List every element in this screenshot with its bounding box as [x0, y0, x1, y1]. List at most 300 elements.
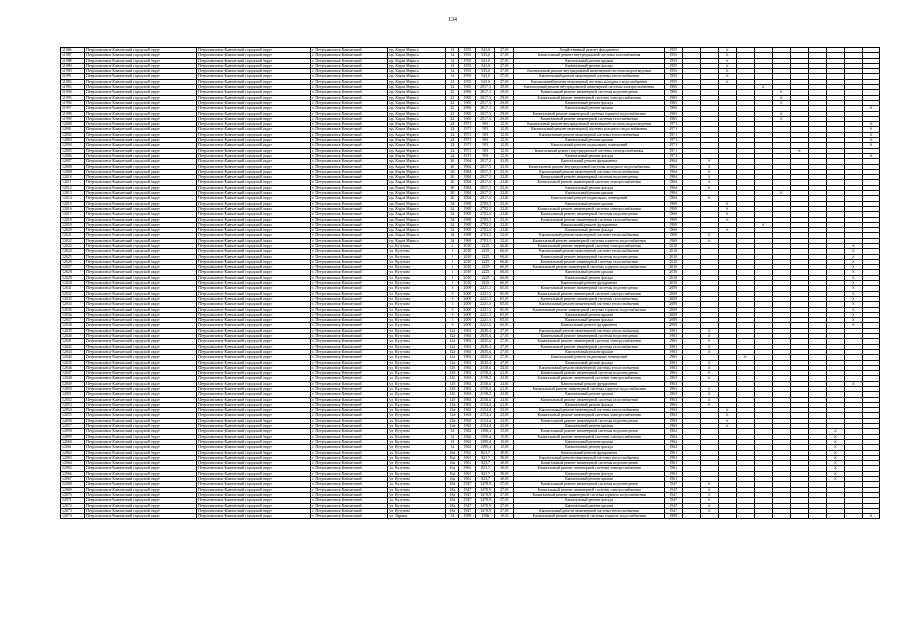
settlement-cell: г. Петропавловск-Камчатский — [311, 445, 388, 450]
year-cell: 1964 — [459, 191, 476, 196]
year-cell: 1971 — [459, 138, 476, 143]
area-cell: 543,0 — [476, 53, 495, 58]
row-id-cell: 12029 — [61, 275, 85, 280]
period-empty-cell — [754, 514, 772, 519]
period-mark-cell: X — [826, 461, 844, 466]
row-id-cell: 11987 — [61, 53, 85, 58]
street-cell: пр. Карла Маркса — [388, 143, 446, 148]
work-type-cell: Капитальный ремонт инженерной системы теплоснабжения — [514, 74, 664, 79]
municipality-cell: Петропавловск-Камчатский городской округ — [85, 424, 197, 429]
municipality-cell: Петропавловск-Камчатский городской округ — [85, 387, 197, 392]
municipality-cell: Петропавловск-Камчатский городской округ — [85, 132, 197, 137]
street-cell: ул. Кутузова — [388, 482, 446, 487]
area-cell: 2703,3 — [476, 228, 495, 233]
house-cell: 16a — [446, 471, 459, 476]
work-type-cell: Капитальный ремонт инженерной системы газоснабжения — [514, 259, 664, 264]
municipality-cell: Петропавловск-Камчатский городской округ — [197, 508, 311, 513]
floors-cell: 23,01 — [495, 408, 514, 413]
row-id-cell: 11994 — [61, 90, 85, 95]
floors-cell: 23,01 — [495, 206, 514, 211]
municipality-cell: Петропавловск-Камчатский городской округ — [85, 90, 197, 95]
period-mark-cell: X — [718, 63, 736, 68]
house-cell: 24 — [446, 122, 459, 127]
floors-cell: 27,01 — [495, 360, 514, 365]
floors-cell: 12,01 — [495, 143, 514, 148]
floors-cell: 29,01 — [495, 106, 514, 111]
settlement-cell: г. Петропавловск-Камчатский — [311, 254, 388, 259]
row-id-cell: 12008 — [61, 164, 85, 169]
house-cell: 30 — [446, 175, 459, 180]
floors-cell: 23,01 — [495, 402, 514, 407]
street-cell: пр. Карла Маркса — [388, 222, 446, 227]
street-cell: пр. Карла Маркса — [388, 233, 446, 238]
period-mark-cell: X — [826, 445, 844, 450]
year-cell: 1961 — [459, 450, 476, 455]
work-type-cell: Капитальный ремонт фасада — [514, 185, 664, 190]
period-mark-cell: X — [700, 339, 718, 344]
municipality-cell: Петропавловск-Камчатский городской округ — [197, 477, 311, 482]
year-cell: 1961 — [459, 471, 476, 476]
street-cell: ул. Кутузова — [388, 312, 446, 317]
municipality-cell: Петропавловск-Камчатский городской округ — [197, 376, 311, 381]
row-id-cell: 11997 — [61, 106, 85, 111]
start-year-cell: 2010 — [664, 265, 682, 270]
house-cell: 1 — [446, 259, 459, 264]
area-cell: 2045,4 — [476, 360, 495, 365]
floors-cell: 65,01 — [495, 318, 514, 323]
house-cell: 16a — [446, 461, 459, 466]
house-cell: 24 — [446, 143, 459, 148]
row-id-cell: 12015 — [61, 201, 85, 206]
row-id-cell: 12006 — [61, 153, 85, 158]
year-cell: 1955 — [459, 63, 476, 68]
row-id-cell: 11998 — [61, 111, 85, 116]
year-cell: 1971 — [459, 143, 476, 148]
area-cell: 2045,4 — [476, 355, 495, 360]
street-cell: пр. Карла Маркса — [388, 228, 446, 233]
settlement-cell: г. Петропавловск-Камчатский — [311, 365, 388, 370]
floors-cell: 65,01 — [495, 312, 514, 317]
period-mark-cell: X — [844, 302, 862, 307]
work-type-cell: Капитальный ремонт крыши — [514, 270, 664, 275]
floors-cell: 23,01 — [495, 217, 514, 222]
house-cell: 30 — [446, 196, 459, 201]
street-cell: пр. Карла Маркса — [388, 180, 446, 185]
period-mark-cell: X — [718, 79, 736, 84]
floors-cell: 27,01 — [495, 63, 514, 68]
work-type-cell: Капитальный ремонт инженерной системы теплоснабжения — [514, 508, 664, 513]
floors-cell: 23,01 — [495, 159, 514, 164]
street-cell: ул. Кутузова — [388, 439, 446, 444]
start-year-cell: 1969 — [664, 206, 682, 211]
row-id-cell: 12047 — [61, 371, 85, 376]
house-cell: 14 — [446, 434, 459, 439]
start-year-cell: 1964 — [664, 191, 682, 196]
municipality-cell: Петропавловск-Камчатский городской округ — [197, 429, 311, 434]
work-type-cell: Капитальный ремонт инженерной системы электроснабжения — [514, 339, 664, 344]
municipality-cell: Петропавловск-Камчатский городской округ — [197, 180, 311, 185]
area-cell: 2703,3 — [476, 206, 495, 211]
area-cell: 543,0 — [476, 69, 495, 74]
floors-cell: 27,01 — [495, 53, 514, 58]
work-type-cell: Капитальный ремонт подвальных помещений — [514, 143, 664, 148]
municipality-cell: Петропавловск-Камчатский городской округ — [85, 212, 197, 217]
municipality-cell: Петропавловск-Камчатский городской округ — [197, 355, 311, 360]
row-id-cell: 12043 — [61, 349, 85, 354]
municipality-cell: Петропавловск-Камчатский городской округ — [197, 159, 311, 164]
work-type-cell: Капитальный ремонт фасада — [514, 402, 664, 407]
municipality-cell: Петропавловск-Камчатский городской округ — [197, 450, 311, 455]
house-cell: 12в — [446, 408, 459, 413]
street-cell: ул. Кутузова — [388, 418, 446, 423]
period-mark-cell: X — [700, 164, 718, 169]
street-cell: ул. Кутузова — [388, 249, 446, 254]
area-cell: 2221,3 — [476, 291, 495, 296]
work-type-cell: Капитальный ремонт крыши — [514, 424, 664, 429]
work-type-cell: Хозяйственный ремонт фундамента — [514, 48, 664, 53]
period-mark-cell: X — [844, 286, 862, 291]
municipality-cell: Петропавловск-Камчатский городской округ — [197, 217, 311, 222]
floors-cell: 23,01 — [495, 238, 514, 243]
floors-cell: 29,01 — [495, 116, 514, 121]
year-cell: 1947 — [459, 503, 476, 508]
area-cell: 2154,4 — [476, 418, 495, 423]
row-id-cell: 12050 — [61, 387, 85, 392]
work-type-cell: Капитальный ремонт инженерной системы теплоснабжения — [514, 302, 664, 307]
settlement-cell: г. Петропавловск-Камчатский — [311, 455, 388, 460]
settlement-cell: г. Петропавловск-Камчатский — [311, 127, 388, 132]
start-year-cell: 1964 — [664, 164, 682, 169]
settlement-cell: г. Петропавловск-Камчатский — [311, 413, 388, 418]
period-mark-cell: X — [700, 349, 718, 354]
year-cell: 1963 — [459, 376, 476, 381]
settlement-cell: г. Петропавловск-Камчатский — [311, 180, 388, 185]
start-year-cell: 1961 — [664, 477, 682, 482]
municipality-cell: Петропавловск-Камчатский городской округ — [85, 302, 197, 307]
street-cell: ул. Кутузова — [388, 461, 446, 466]
area-cell: 543,0 — [476, 79, 495, 84]
start-year-cell: 1969 — [664, 222, 682, 227]
floors-cell: 30,01 — [495, 455, 514, 460]
municipality-cell: Петропавловск-Камчатский городской округ — [85, 477, 197, 482]
area-cell: 2221,3 — [476, 296, 495, 301]
street-cell: ул. Кутузова — [388, 387, 446, 392]
work-type-cell: Капитальный ремонт инженерной системы водоотведения — [514, 90, 664, 95]
year-cell: 1989 — [459, 514, 476, 519]
settlement-cell: г. Петропавловск-Камчатский — [311, 259, 388, 264]
period-mark-cell: X — [772, 191, 790, 196]
house-cell: 3 — [446, 291, 459, 296]
area-cell: 2703,3 — [476, 222, 495, 227]
settlement-cell: г. Петропавловск-Камчатский — [311, 275, 388, 280]
period-mark-cell: X — [844, 243, 862, 248]
year-cell: 1969 — [459, 212, 476, 217]
work-type-cell: Капитальный ремонт инженерной системы водоотведения — [514, 418, 664, 423]
start-year-cell: 1963 — [664, 392, 682, 397]
house-cell: 24 — [446, 153, 459, 158]
period-mark-cell: X — [736, 355, 754, 360]
start-year-cell: 2010 — [664, 243, 682, 248]
street-cell: ул. Кутузова — [388, 413, 446, 418]
municipality-cell: Петропавловск-Камчатский городской округ — [85, 169, 197, 174]
work-type-cell: Капитальный ремонт фасада — [514, 275, 664, 280]
settlement-cell: г. Петропавловск-Камчатский — [311, 212, 388, 217]
area-cell: 823,7 — [476, 466, 495, 471]
settlement-cell: г. Петропавловск-Камчатский — [311, 185, 388, 190]
house-cell: 24 — [446, 132, 459, 137]
row-id-cell: 12051 — [61, 392, 85, 397]
row-id-cell: 12060 — [61, 439, 85, 444]
house-cell: 34 — [446, 233, 459, 238]
floors-cell: 27,01 — [495, 328, 514, 333]
work-type-cell: Капитальный ремонт инженерной системы электроснабжения — [514, 413, 664, 418]
row-id-cell: 11993 — [61, 85, 85, 90]
area-cell: 543,0 — [476, 58, 495, 63]
year-cell: 1964 — [459, 196, 476, 201]
row-id-cell: 12019 — [61, 222, 85, 227]
period-mark-cell: X — [700, 487, 718, 492]
house-cell: 1 — [446, 243, 459, 248]
row-id-cell: 12049 — [61, 381, 85, 386]
municipality-cell: Петропавловск-Камчатский городской округ — [85, 514, 197, 519]
municipality-cell: Петропавловск-Камчатский городской округ — [197, 222, 311, 227]
area-cell: 1566 — [476, 514, 495, 519]
area-cell: 981 — [476, 148, 495, 153]
row-id-cell: 12032 — [61, 291, 85, 296]
municipality-cell: Петропавловск-Камчатский городской округ — [85, 482, 197, 487]
area-cell: 2154,4 — [476, 424, 495, 429]
street-cell: ул. Кутузова — [388, 445, 446, 450]
row-id-cell: 12040 — [61, 334, 85, 339]
row-id-cell: 12061 — [61, 445, 85, 450]
municipality-cell: Петропавловск-Камчатский городской округ — [197, 296, 311, 301]
street-cell: пр. Карла Маркса — [388, 153, 446, 158]
municipality-cell: Петропавловск-Камчатский городской округ — [197, 233, 311, 238]
year-cell: 2010 — [459, 254, 476, 259]
municipality-cell: Петропавловск-Камчатский городской округ — [197, 318, 311, 323]
street-cell: ул. Кутузова — [388, 259, 446, 264]
street-cell: ул. Кутузова — [388, 365, 446, 370]
settlement-cell: г. Петропавловск-Камчатский — [311, 106, 388, 111]
municipality-cell: Петропавловск-Камчатский городской округ — [197, 461, 311, 466]
row-id-cell: 12063 — [61, 455, 85, 460]
row-id-cell: 11992 — [61, 79, 85, 84]
street-cell: пр. Карла Маркса — [388, 74, 446, 79]
municipality-cell: Петропавловск-Камчатский городской округ — [197, 148, 311, 153]
street-cell: ул. Кутузова — [388, 302, 446, 307]
settlement-cell: г. Петропавловск-Камчатский — [311, 233, 388, 238]
settlement-cell: г. Петропавловск-Камчатский — [311, 318, 388, 323]
municipality-cell: Петропавловск-Камчатский городской округ — [197, 169, 311, 174]
municipality-cell: Петропавловск-Камчатский городской округ — [197, 397, 311, 402]
street-cell: пр. Карла Маркса — [388, 116, 446, 121]
row-id-cell: 12055 — [61, 413, 85, 418]
street-cell: пр. Карла Маркса — [388, 79, 446, 84]
street-cell: ул. Кутузова — [388, 508, 446, 513]
period-mark-cell: X — [700, 376, 718, 381]
house-cell: 1 — [446, 275, 459, 280]
municipality-cell: Петропавловск-Камчатский городской округ — [197, 122, 311, 127]
work-type-cell: Капитальный ремонт подвальных помещений — [514, 355, 664, 360]
area-cell: 2017,3 — [476, 164, 495, 169]
row-id-cell: 12016 — [61, 206, 85, 211]
settlement-cell: г. Петропавловск-Камчатский — [311, 503, 388, 508]
row-id-cell: 12066 — [61, 471, 85, 476]
area-cell: 823,7 — [476, 471, 495, 476]
floors-cell: 23,01 — [495, 397, 514, 402]
street-cell: пр. Карла Маркса — [388, 238, 446, 243]
period-mark-cell: X — [844, 270, 862, 275]
municipality-cell: Петропавловск-Камчатский городской округ — [197, 487, 311, 492]
period-mark-cell: X — [862, 143, 879, 148]
floors-cell: 27,01 — [495, 344, 514, 349]
area-cell: 2017,3 — [476, 90, 495, 95]
area-cell: 1478,9 — [476, 487, 495, 492]
house-cell: 12в — [446, 424, 459, 429]
municipality-cell: Петропавловск-Камчатский городской округ — [197, 259, 311, 264]
start-year-cell: 1971 — [664, 138, 682, 143]
work-type-cell: Капитальный ремонт инженерной системы холодного водоснабжения — [514, 79, 664, 84]
street-cell: ул. Кутузова — [388, 434, 446, 439]
municipality-cell: Петропавловск-Камчатский городской округ — [85, 492, 197, 497]
floors-cell: 66,01 — [495, 265, 514, 270]
work-type-cell: Капитальный ремонт крыши — [514, 58, 664, 63]
floors-cell: 65,01 — [495, 302, 514, 307]
street-cell: ул. Кутузова — [388, 291, 446, 296]
area-cell: 2221,3 — [476, 318, 495, 323]
house-cell: 22 — [446, 106, 459, 111]
municipality-cell: Петропавловск-Камчатский городской округ — [197, 498, 311, 503]
period-empty-cell — [772, 514, 790, 519]
row-id-cell: 12062 — [61, 450, 85, 455]
floors-cell: 27,01 — [495, 339, 514, 344]
area-cell: 2017,3 — [476, 95, 495, 100]
start-year-cell: 1963 — [664, 344, 682, 349]
street-cell: ул. Кутузова — [388, 344, 446, 349]
municipality-cell: Петропавловск-Камчатский городской округ — [197, 196, 311, 201]
start-year-cell: 2010 — [664, 259, 682, 264]
row-id-cell: 12041 — [61, 339, 85, 344]
house-cell: 14 — [446, 79, 459, 84]
year-cell: 1969 — [459, 233, 476, 238]
municipality-cell: Петропавловск-Камчатский городской округ — [197, 334, 311, 339]
municipality-cell: Петропавловск-Камчатский городской округ — [197, 418, 311, 423]
municipality-cell: Петропавловск-Камчатский городской округ — [85, 466, 197, 471]
municipality-cell: Петропавловск-Камчатский городской округ — [197, 307, 311, 312]
house-cell: 12a — [446, 349, 459, 354]
start-year-cell: 1969 — [664, 238, 682, 243]
municipality-cell: Петропавловск-Камчатский городской округ — [85, 233, 197, 238]
floors-cell: 23,01 — [495, 201, 514, 206]
row-id-cell: 12007 — [61, 159, 85, 164]
period-mark-cell: X — [718, 53, 736, 58]
period-mark-cell: X — [844, 259, 862, 264]
municipality-cell: Петропавловск-Камчатский городской округ — [85, 148, 197, 153]
row-id-cell: 12010 — [61, 175, 85, 180]
year-cell: 1961 — [459, 466, 476, 471]
municipality-cell: Петропавловск-Камчатский городской округ — [85, 243, 197, 248]
municipality-cell: Петропавловск-Камчатский городской округ — [197, 153, 311, 158]
street-cell: ул. Кутузова — [388, 296, 446, 301]
house-cell: 14 — [446, 445, 459, 450]
settlement-cell: г. Петропавловск-Камчатский — [311, 206, 388, 211]
settlement-cell: г. Петропавловск-Камчатский — [311, 265, 388, 270]
municipality-cell: Петропавловск-Камчатский городской округ — [197, 408, 311, 413]
municipality-cell: Петропавловск-Камчатский городской округ — [85, 371, 197, 376]
municipality-cell: Петропавловск-Камчатский городской округ — [85, 100, 197, 105]
municipality-cell: Петропавловск-Камчатский городской округ — [85, 408, 197, 413]
settlement-cell: г. Петропавловск-Камчатский — [311, 296, 388, 301]
floors-cell: 12,01 — [495, 132, 514, 137]
period-mark-cell: X — [772, 90, 790, 95]
work-type-cell: Капитальный ремонт фасада — [514, 228, 664, 233]
start-year-cell: 1963 — [664, 339, 682, 344]
settlement-cell: г. Петропавловск-Камчатский — [311, 302, 388, 307]
row-id-cell: 12031 — [61, 286, 85, 291]
year-cell: 1965 — [459, 106, 476, 111]
period-mark-cell: X — [718, 201, 736, 206]
year-cell: 1947 — [459, 498, 476, 503]
row-id-cell: 12003 — [61, 138, 85, 143]
area-cell: 2158,4 — [476, 365, 495, 370]
street-cell: ул. Кутузова — [388, 275, 446, 280]
settlement-cell: г. Петропавловск-Камчатский — [311, 148, 388, 153]
municipality-cell: Петропавловск-Камчатский городской округ — [85, 328, 197, 333]
street-cell: ул. Кутузова — [388, 492, 446, 497]
year-cell: 1965 — [459, 95, 476, 100]
municipality-cell: Петропавловск-Камчатский городской округ — [197, 212, 311, 217]
house-cell: 16a — [446, 455, 459, 460]
row-id-cell: 11989 — [61, 63, 85, 68]
floors-cell: 65,01 — [495, 323, 514, 328]
year-cell: 1963 — [459, 402, 476, 407]
year-cell: 1964 — [459, 164, 476, 169]
settlement-cell: г. Петропавловск-Камчатский — [311, 159, 388, 164]
row-id-cell: 12073 — [61, 508, 85, 513]
municipality-cell: Петропавловск-Камчатский городской округ — [85, 445, 197, 450]
work-type-cell: Капитальный ремонт крыши — [514, 138, 664, 143]
settlement-cell: г. Петропавловск-Камчатский — [311, 116, 388, 121]
start-year-cell: 2009 — [664, 312, 682, 317]
work-type-cell: Капитальный ремонт фундамента — [514, 222, 664, 227]
street-cell: ул. Кутузова — [388, 323, 446, 328]
year-cell: 1963 — [459, 349, 476, 354]
floors-cell: 23,01 — [495, 175, 514, 180]
settlement-cell: г. Петропавловск-Камчатский — [311, 461, 388, 466]
settlement-cell: г. Петропавловск-Камчатский — [311, 344, 388, 349]
start-year-cell: 1955 — [664, 63, 682, 68]
municipality-cell: Петропавловск-Камчатский городской округ — [197, 79, 311, 84]
work-type-cell: Капитальный ремонт фасада — [514, 100, 664, 105]
settlement-cell: г. Петропавловск-Камчатский — [311, 450, 388, 455]
settlement-cell: г. Петропавловск-Камчатский — [311, 349, 388, 354]
settlement-cell: г. Петропавловск-Камчатский — [311, 402, 388, 407]
floors-cell: 66,01 — [495, 243, 514, 248]
area-cell: 1390,4 — [476, 429, 495, 434]
area-cell: 2158,4 — [476, 376, 495, 381]
municipality-cell: Петропавловск-Камчатский городской округ — [197, 371, 311, 376]
start-year-cell: 2010 — [664, 281, 682, 286]
house-cell: 18a — [446, 498, 459, 503]
start-year-cell: 1961 — [664, 455, 682, 460]
municipality-cell: Петропавловск-Камчатский городской округ — [197, 265, 311, 270]
settlement-cell: г. Петропавловск-Камчатский — [311, 143, 388, 148]
start-year-cell: 1963 — [664, 424, 682, 429]
row-id-cell: 11999 — [61, 116, 85, 121]
floors-cell: 23,01 — [495, 222, 514, 227]
period-mark-cell: X — [700, 344, 718, 349]
work-type-cell: Капитальный ремонт крыши — [514, 312, 664, 317]
